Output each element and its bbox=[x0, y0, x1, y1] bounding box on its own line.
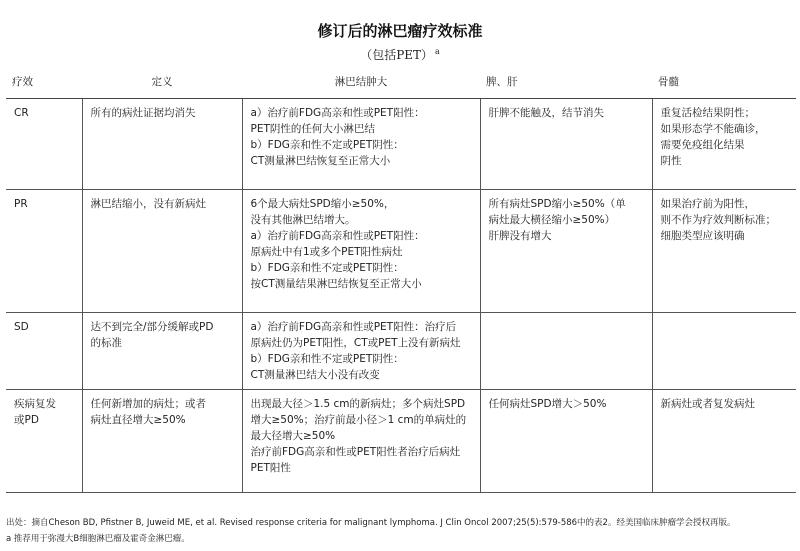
subtitle-note-marker: a bbox=[435, 47, 440, 56]
spleen-liver-cell: 任何病灶SPD增大＞50% bbox=[480, 390, 652, 493]
header-row bbox=[6, 70, 796, 99]
table-row-cr bbox=[6, 99, 796, 190]
lymph-nodes-cell: 6个最大病灶SPD缩小≥50%， 没有其他淋巴结增大。 a）治疗前FDG高亲和性或PET阳性： 原病灶中有1或多个PET阳性病灶 b）FDG亲和性不定或PET阴性： 按CT测量结果淋巴结恢复至正常大小 bbox=[242, 190, 480, 313]
response-cell: SD bbox=[6, 313, 82, 390]
recommendation-footnote: a 推荐用于弥漫大B细胞淋巴瘤及霍奇金淋巴瘤。 bbox=[6, 534, 190, 544]
table-subtitle bbox=[0, 46, 800, 63]
spleen-liver-cell: 肝脾不能触及，结节消失 bbox=[480, 99, 652, 190]
bone-marrow-cell: 新病灶或者复发病灶 bbox=[652, 390, 796, 493]
lymph-nodes-cell: a）治疗前FDG高亲和性或PET阳性：治疗后 原病灶仍为PET阳性，CT或PET上没有新病灶 b）FDG亲和性不定或PET阴性： CT测量淋巴结大小没有改变 bbox=[242, 313, 480, 390]
definition-cell: 任何新增加的病灶；或者 病灶直径增大≥50% bbox=[82, 390, 242, 493]
header-response: 疗效 bbox=[6, 70, 82, 99]
definition-cell: 淋巴结缩小，没有新病灶 bbox=[82, 190, 242, 313]
response-cell: PR bbox=[6, 190, 82, 313]
bone-marrow-cell: 重复活检结果阴性； 如果形态学不能确诊， 需要免疫组化结果 阴性 bbox=[652, 99, 796, 190]
header-lymph-nodes: 淋巴结肿大 bbox=[242, 70, 480, 99]
table-row-pr bbox=[6, 190, 796, 313]
bone-marrow-cell bbox=[652, 313, 796, 390]
definition-cell: 达不到完全/部分缓解或PD 的标准 bbox=[82, 313, 242, 390]
spleen-liver-cell bbox=[480, 313, 652, 390]
header-bone-marrow: 骨髓 bbox=[652, 70, 796, 99]
definition-cell: 所有的病灶证据均消失 bbox=[82, 99, 242, 190]
response-cell: 疾病复发 或PD bbox=[6, 390, 82, 493]
bone-marrow-cell: 如果治疗前为阳性， 则不作为疗效判断标准； 细胞类型应该明确 bbox=[652, 190, 796, 313]
header-spleen-liver: 脾、肝 bbox=[480, 70, 652, 99]
lymph-nodes-cell: 出现最大径＞1.5 cm的新病灶；多个病灶SPD 增大≥50%；治疗前最小径＞1 cm的单病灶的 最大径增大≥50% 治疗前FDG高亲和性或PET阳性者治疗后病灶 PET阳性 bbox=[242, 390, 480, 493]
response-cell: CR bbox=[6, 99, 82, 190]
response-criteria-table bbox=[6, 70, 796, 493]
source-footnote: 出处：摘自Cheson BD, Pfistner B, Juweid ME, et al. Revised response criteria for malignant lymphoma. J Clin Oncol 2007;25(5):579-586中的表2。经美国临床肿瘤学会授权再版。 bbox=[6, 518, 736, 528]
table-title: 修订后的淋巴瘤疗效标准 bbox=[317, 22, 483, 40]
spleen-liver-cell: 所有病灶SPD缩小≥50%（单 病灶最大横径缩小≥50%） 肝脾没有增大 bbox=[480, 190, 652, 313]
table-row-sd bbox=[6, 313, 796, 390]
lymph-nodes-cell: a）治疗前FDG高亲和性或PET阳性： PET阴性的任何大小淋巴结 b）FDG亲和性不定或PET阴性： CT测量淋巴结恢复至正常大小 bbox=[242, 99, 480, 190]
header-definition: 定义 bbox=[82, 70, 242, 99]
table-row-pd bbox=[6, 390, 796, 493]
subtitle-text: （包括PET） bbox=[360, 48, 434, 62]
